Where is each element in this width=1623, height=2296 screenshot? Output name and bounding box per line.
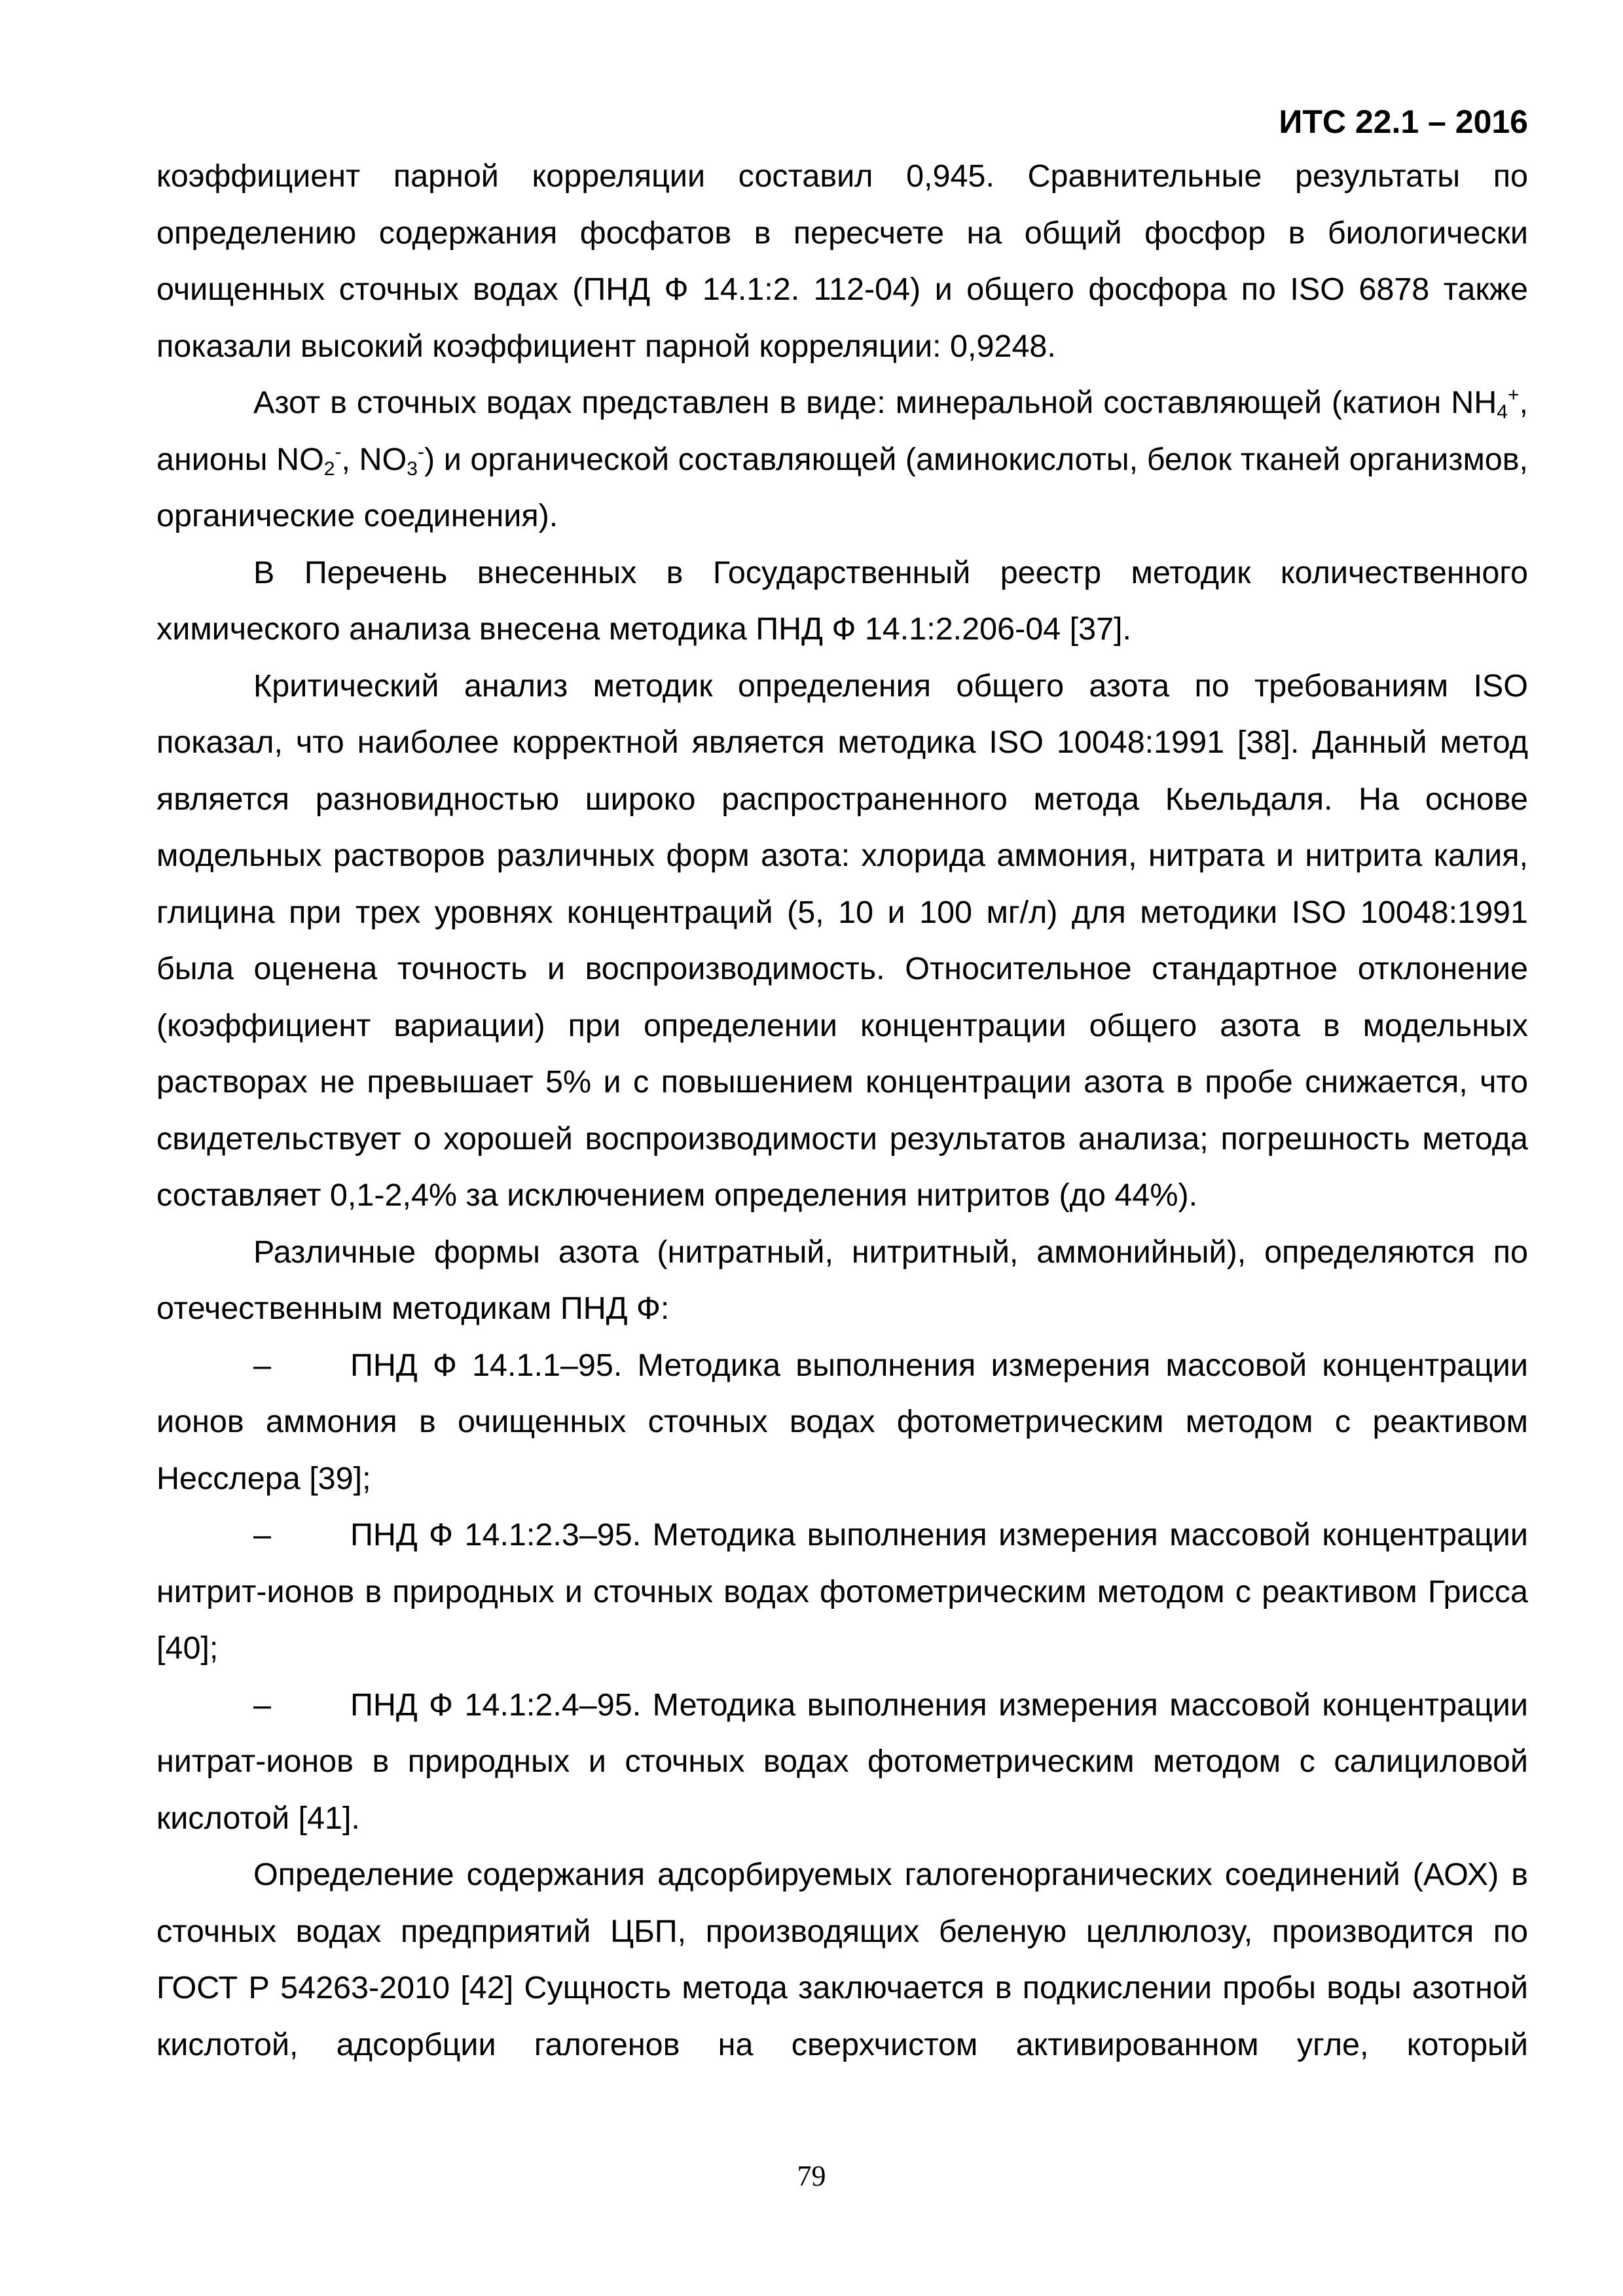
text-span: ) и органической составляющей (аминокислоты, белок тканей организмов, органические соединения). <box>156 441 1529 533</box>
paragraph-nitrogen-methods: Различные формы азота (нитратный, нитритный, аммонийный), определяются по отечественным методикам ПНД Ф: <box>156 1234 1528 1326</box>
subscript: 2 <box>323 457 335 480</box>
list-item-text: ПНД Ф 14.1.1–95. Методика выполнения измерения массовой концентрации ионов аммония в очищенных сточных водах фотометрическим методом с реактивом Несслера [39]; <box>156 1347 1528 1496</box>
document-body <box>156 148 1528 2073</box>
list-dash: – <box>253 1347 271 1383</box>
list-dash: – <box>253 1687 271 1723</box>
list-item-text: ПНД Ф 14.1:2.3–95. Методика выполнения измерения массовой концентрации нитрит-ионов в природных и сточных водах фотометрическим методом с реактивом Грисса [40]; <box>156 1517 1528 1666</box>
paragraph-correlation: коэффициент парной корреляции составил 0,945. Сравнительные результаты по определению содержания фосфатов в пересчете на общий фосфор в биологически очищенных сточных водах (ПНД Ф 14.1:2. 112-04) и общего фосфора по ISO 6878 также показали высокий коэффициент парной корреляции: 0,9248. <box>156 158 1528 364</box>
text-span: , анионы NO <box>156 385 1528 477</box>
paragraph-state-register: В Перечень внесенных в Государственный реестр методик количественного химического анализа внесена методика ПНД Ф 14.1:2.206-04 [37]. <box>156 554 1528 647</box>
text-span: , NO <box>341 441 407 477</box>
paragraph-aox: Определение содержания адсорбируемых галогенорганических соединений (АОХ) в сточных водах предприятий ЦБП, производящих беленую целлюлозу, производится по ГОСТ Р 54263-2010 [42] Сущность метода заключается в подкислении пробы воды азотной кислотой, адсорбции галогенов на сверхчистом активированном угле, который <box>156 1857 1528 2062</box>
superscript: - <box>335 440 342 463</box>
text-span: Азот в сточных водах представлен в виде: минеральной составляющей (катион NH <box>253 385 1497 420</box>
subscript: 3 <box>407 457 418 480</box>
paragraph-nitrogen-forms <box>156 374 1528 545</box>
list-item <box>156 1677 1528 1847</box>
list-item <box>156 1337 1528 1507</box>
superscript: + <box>1507 384 1520 406</box>
document-code-header: ИТС 22.1 – 2016 <box>1279 103 1528 140</box>
page-number: 79 <box>797 2160 826 2192</box>
paragraph-critical-analysis: Критический анализ методик определения общего азота по требованиям ISO показал, что наиболее корректной является методика ISO 10048:1991 [38]. Данный метод является разновидностью широко распространенного метода Кьельдаля. На основе модельных растворов различных форм азота: хлорида аммония, нитрата и нитрита калия, глицина при трех уровнях концентраций (5, 10 и 100 мг/л) для методики ISO 10048:1991 была оценена точность и воспроизводимость. Относительное стандартное отклонение (коэффициент вариации) при определении концентрации общего азота в модельных растворах не превышает 5% и с повышением концентрации азота в пробе снижается, что свидетельствует о хорошей воспроизводимости результатов анализа; погрешность метода составляет 0,1-2,4% за исключением определения нитритов (до 44%). <box>156 668 1528 1213</box>
list-item <box>156 1507 1528 1677</box>
list-dash: – <box>253 1517 271 1552</box>
superscript: - <box>417 440 424 463</box>
subscript: 4 <box>1497 401 1508 423</box>
list-item-text: ПНД Ф 14.1:2.4–95. Методика выполнения измерения массовой концентрации нитрат-ионов в природных и сточных водах фотометрическим методом с салициловой кислотой [41]. <box>156 1687 1528 1836</box>
